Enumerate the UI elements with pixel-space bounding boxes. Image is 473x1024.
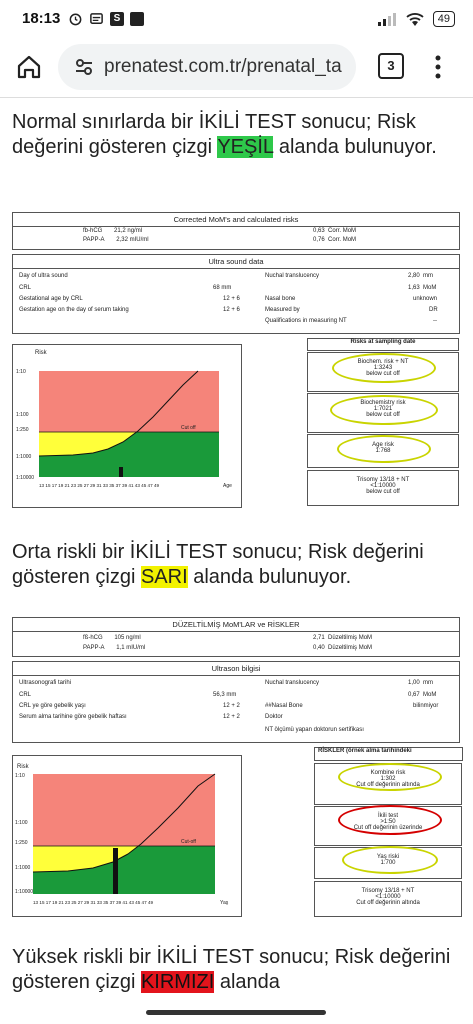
risk-box: Yaş riski 1:700	[314, 847, 462, 879]
alarm-icon	[68, 11, 83, 26]
risk-box: Biochemistry risk 1:7021 below cut off	[307, 393, 459, 433]
clock: 18:13	[22, 10, 61, 27]
us-label: Day of ultra sound	[19, 273, 68, 279]
para1-text-a: Normal sınırlarda bir İKİLİ TEST sonucu; Risk değerini gösteren çizgi	[12, 111, 416, 158]
status-bar	[0, 0, 473, 38]
mom-row: PAPP-A 2,32 mIU/ml	[83, 237, 149, 243]
ultrasound-title: Ultra sound data	[13, 255, 459, 269]
mom-box	[12, 212, 460, 250]
risk-chart-normal	[12, 344, 242, 508]
us-label: Nuchal translucency	[265, 273, 320, 279]
wifi-icon	[405, 12, 425, 27]
us-value: 1,63 MoM	[408, 285, 437, 291]
red-zone	[33, 774, 215, 846]
x-ticks: 13 15 17 19 21 23 25 27 29 31 33 35 37 39 41 43 45 47 49	[39, 483, 160, 488]
chart-risk-label: Risk	[35, 350, 47, 356]
us-value: DR	[429, 307, 438, 313]
y-tick: 1:10000	[15, 889, 34, 895]
us-value: 12 + 2	[223, 714, 240, 720]
para2-highlight: SARI	[140, 566, 188, 588]
highlight-ellipse	[332, 353, 436, 383]
us-label: Measured by	[265, 307, 300, 313]
cutoff-label: Cut off	[181, 425, 196, 431]
red-zone	[39, 371, 219, 432]
highlight-ellipse	[330, 395, 438, 425]
risk-box: Trisomy 13/18 + NT <1:10000 below cut off	[307, 470, 459, 506]
us-value: 56,3 mm	[213, 692, 237, 698]
us-label: Gestational age by CRL	[19, 296, 83, 302]
us-value: 1,00 mm	[408, 680, 434, 686]
mom-row: PAPP-A 1,1 mIU/ml	[83, 645, 146, 651]
message-icon	[89, 11, 104, 26]
report-medium	[12, 617, 460, 917]
x-ticks: 13 15 17 19 21 23 25 27 29 31 33 35 37 39 41 43 45 47 49	[33, 900, 154, 905]
mom-title: DÜZELTİLMİŞ MoM'LAR ve RİSKLER	[13, 618, 459, 632]
us-label: Qualifications in measuring NT	[265, 318, 347, 324]
paragraph-normal	[12, 110, 467, 160]
x-label: Yaş	[220, 900, 229, 906]
highlight-ellipse-red	[338, 805, 442, 835]
y-tick: 1:100	[16, 412, 29, 418]
para3-text-b: alanda	[214, 971, 280, 993]
cutoff-label: Cut-off	[181, 839, 196, 845]
us-label: Nuchal translucency	[265, 680, 320, 686]
us-label: ##Nasal Bone	[265, 703, 303, 709]
y-tick: 1:10	[15, 773, 25, 779]
paragraph-medium	[12, 540, 467, 590]
us-value: unknown	[413, 296, 438, 302]
us-value: 12 + 6	[223, 296, 240, 302]
us-label: Nasal bone	[265, 296, 296, 302]
y-tick: 1:100	[15, 820, 28, 826]
us-label: Ultrasonografi tarihi	[19, 680, 72, 686]
risk-box: Trisomy 13/18 + NT <1:10000 Cut off değerinin altında	[314, 881, 462, 917]
y-tick: 1:10	[16, 369, 26, 375]
mom-row: fb-hCG 21,2 ng/ml	[83, 228, 143, 234]
notification-icons	[68, 11, 144, 26]
browser-toolbar	[0, 40, 473, 94]
risk-box: Age risk 1:768	[307, 434, 459, 468]
us-value: 12 + 6	[223, 307, 240, 313]
paragraph-high	[12, 945, 467, 995]
mom-row-value: 2,71 Düzeltilmiş MoM	[313, 635, 373, 641]
mom-row-value: 0,40 Düzeltilmiş MoM	[313, 645, 373, 651]
us-label: NT ölçümü yapan doktorun sertifikası	[265, 727, 364, 733]
us-value: 68 mm	[213, 285, 232, 291]
us-value: 0,67 MoM	[408, 692, 437, 698]
risks-title: Risks at sampling date	[307, 338, 459, 351]
highlight-ellipse	[342, 846, 438, 874]
us-label: CRL ye göre gebelik yaşı	[19, 703, 86, 709]
y-tick: 1:250	[15, 840, 28, 846]
report-normal	[12, 212, 460, 510]
y-tick: 1:1000	[16, 454, 32, 460]
us-value: 12 + 2	[223, 703, 240, 709]
gesture-nav-bar[interactable]	[146, 1010, 326, 1015]
x-label: Age	[223, 483, 232, 489]
ultrasound-box	[12, 661, 460, 743]
home-icon[interactable]	[14, 52, 44, 82]
address-bar[interactable]	[58, 44, 356, 90]
us-value: --	[433, 318, 437, 324]
url-text: prenatest.com.tr/prenatal_ta	[104, 56, 342, 77]
us-value: 2,80 mm	[408, 273, 434, 279]
us-label: CRL	[19, 692, 32, 698]
risks-title: RİSKLER (örnek alma tarihindeki	[314, 747, 463, 761]
signal-icon	[377, 12, 397, 26]
toolbar-divider	[0, 97, 473, 98]
battery-indicator: 49	[433, 11, 455, 27]
y-tick: 1:250	[16, 427, 29, 433]
para3-text-a: Yüksek riskli bir İKİLİ TEST sonucu; Risk değerini gösteren çizgi	[12, 946, 451, 993]
para2-text-a: Orta riskli bir İKİLİ TEST sonucu; Risk değerini gösteren çizgi	[12, 541, 424, 588]
app-square-icon	[130, 12, 144, 26]
us-label: CRL	[19, 285, 32, 291]
para2-text-b: alanda bulunuyor.	[187, 566, 352, 588]
system-icons	[377, 11, 455, 27]
highlight-ellipse	[338, 763, 442, 791]
risk-marker-bar	[119, 467, 123, 477]
y-tick: 1:1000	[15, 865, 31, 871]
risk-chart-medium	[12, 755, 242, 917]
us-value: bilinmiyor	[413, 703, 439, 709]
app-s-icon: S	[110, 12, 124, 26]
mom-row-value: 0,76 Corr. MoM	[313, 237, 357, 243]
para3-highlight: KIRMIZI	[140, 971, 215, 993]
risk-marker-bar	[113, 848, 118, 894]
chart-risk-label: Risk	[17, 764, 29, 770]
ultrasound-title: Ultrason bilgisi	[13, 662, 459, 676]
mom-row-value: 0,63 Corr. MoM	[313, 228, 357, 234]
us-label: Serum alma tarihine göre gebelik haftası	[19, 714, 127, 720]
more-menu-icon[interactable]	[430, 52, 446, 82]
site-info-icon[interactable]	[72, 55, 96, 79]
risk-box: İkili test >1:50 Cut off değerinin üzerinde	[314, 806, 462, 846]
ultrasound-box	[12, 254, 460, 334]
para1-highlight: YEŞİL	[217, 136, 274, 158]
us-label: Gestation age on the day of serum taking	[19, 307, 129, 313]
highlight-ellipse	[337, 435, 431, 463]
para1-text-b: alanda bulunuyor.	[273, 136, 437, 158]
mom-row: fß-hCG 105 ng/ml	[83, 635, 141, 641]
tab-switcher-button[interactable]: 3	[378, 53, 404, 79]
mom-title: Corrected MoM's and calculated risks	[13, 213, 459, 227]
us-label: Doktor	[265, 714, 283, 720]
mom-box	[12, 617, 460, 657]
y-tick: 1:10000	[16, 475, 35, 481]
risk-box: Biochem. risk + NT 1:3243 below cut off	[307, 352, 459, 392]
risk-box: Kombine risk 1:302 Cut off değerinin altında	[314, 763, 462, 805]
